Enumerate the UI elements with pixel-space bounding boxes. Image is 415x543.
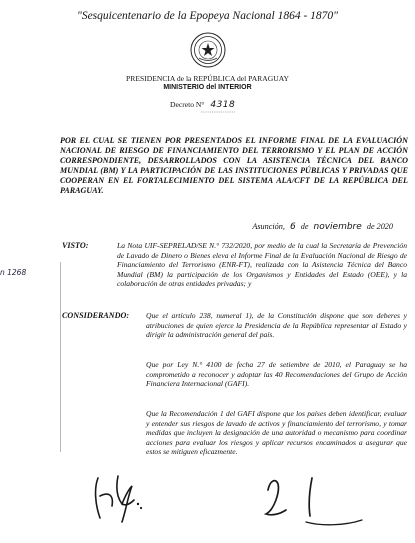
decree-number-line [170,100,235,110]
margin-note: n 1268 [0,268,27,277]
letterhead [0,74,415,92]
visto-text: La Nota UIF-SEPRELAD/SE N.° 732/2020, por medio de la cual la Secretaría de Prevención de Lavado de Dinero o Bienes eleva el Informe Final de la Evaluación Nacional de Riesgo de Financiamiento del Terrorismo (ENR-FT), realizada con la Asistencia Técnica del Banco Mundial (BM) la participación de los Organismos y Entidades del Estado (OEE), y la colaboración de otras entidades privadas; y [117,241,407,289]
date-city: Asunción, [252,222,285,231]
decree-label: Decreto N° [170,100,205,109]
considerando-label: CONSIDERANDO: [62,311,130,320]
decree-underline [201,111,235,113]
dateline [252,222,393,232]
date-de: de [300,222,309,231]
considerando-paragraph-3: Que la Recomendación 1 del GAFI dispone que los países deben identificar, evaluar y entender sus riesgos de lavado de activos y financiamiento del terrorismo, y tomar medidas que incluyen la designación de una autoridad o mecanismo para coordinar acciones para evaluar los riesgos y aplicar recursos encaminados a asegurar que estos se mitiguen eficazmente. [146,409,407,457]
initials-signature [92,466,152,526]
visto-label: VISTO: [62,241,89,250]
considerando-paragraph-1: Que el artículo 238, numeral 1), de la Constitución dispone que son deberes y atribuciones de quien ejerce la Presidencia de la República representar al Estado y dirigir la administración general del país. [146,311,407,340]
decree-title: POR EL CUAL SE TIENEN POR PRESENTADOS EL INFORME FINAL DE LA EVALUACIÓN NACIONAL DE RIESGO DE FINANCIAMIENTO DEL TERRORISMO Y EL PLAN DE ACCIÓN CORRESPONDIENTE, DESARROLLADOS CON LA ASISTENCIA TÉCNICA DEL BANCO MUNDIAL (BM) Y LA PARTICIPACIÓN DE LAS INSTITUCIONES PÚBLICAS Y PRIVADAS QUE COOPERAN EN EL FORTALECIMIENTO DEL SISTEMA ALA/CFT DE LA REPÚBLICA DEL PARAGUAY. [60,136,408,196]
ministry-name: MINISTERIO del INTERIOR [163,84,252,91]
president-signature [258,470,368,530]
decree-number: 4318 [210,100,236,110]
date-day: 6 [289,222,296,232]
date-month: noviembre [313,222,362,232]
national-seal-icon [190,32,226,68]
margin-rule [60,262,61,452]
date-year: de 2020 [366,222,393,231]
presidency-name: PRESIDENCIA de la REPÚBLICA del PARAGUAY [126,74,289,83]
considerando-paragraph-2: Que por Ley N.° 4100 de fecha 27 de setiembre de 2010, el Paraguay se ha comprometido a reconocer y adoptar las 40 Recomendaciones del Grupo de Acción Financiera Internacional (GAFI). [146,360,407,389]
motto-line: "Sesquicentenario de la Epopeya Nacional 1864 - 1870" [76,10,338,22]
